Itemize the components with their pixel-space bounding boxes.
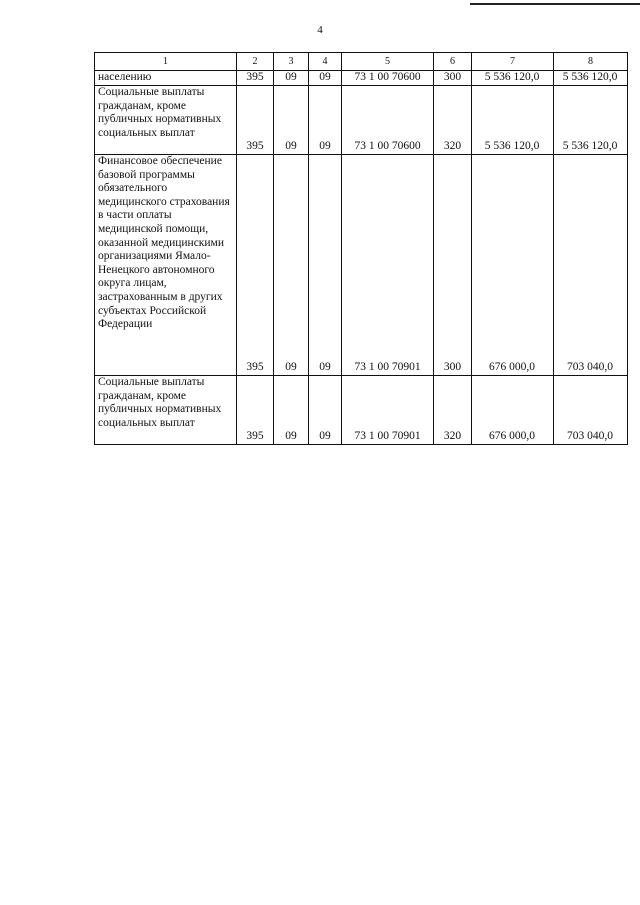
section-cell: 09 [274,155,309,376]
subsection-cell: 09 [309,71,342,86]
header-cell: 1 [95,53,237,71]
row-name-cell: Социальные выплаты гражданам, кроме публичных нормативных социальных выплат [95,376,237,445]
table-row [95,155,628,376]
section-cell: 09 [274,71,309,86]
section-cell: 09 [274,376,309,445]
row-name-cell: Финансовое обеспечение базовой программы обязательного медицинского страхования в части оплаты медицинской помощи, оказанной медицинскими организациями Ямало-Ненецкого автономного округа лицам, застрахованным в других субъектах Российской Федерации [95,155,237,376]
subsection-cell: 09 [309,155,342,376]
amount-cell-col7: 5 536 120,0 [472,86,554,155]
expense-type-cell: 320 [434,86,472,155]
expense-type-cell: 320 [434,376,472,445]
amount-cell-col8: 703 040,0 [554,155,628,376]
header-cell: 7 [472,53,554,71]
page-number: 4 [317,24,323,36]
expense-type-cell: 300 [434,155,472,376]
scan-edge-line [470,3,640,5]
amount-cell-col7: 676 000,0 [472,155,554,376]
header-cell: 8 [554,53,628,71]
ministry-code-cell: 395 [237,155,274,376]
ministry-code-cell: 395 [237,71,274,86]
header-cell: 5 [342,53,434,71]
amount-cell-col7: 5 536 120,0 [472,71,554,86]
header-cell: 4 [309,53,342,71]
row-name-cell: населению [95,71,237,86]
ministry-code-cell: 395 [237,86,274,155]
amount-cell-col8: 5 536 120,0 [554,86,628,155]
table-row [95,71,628,86]
section-cell: 09 [274,86,309,155]
ministry-code-cell: 395 [237,376,274,445]
table-header-row [95,53,628,71]
table-row [95,86,628,155]
table-row [95,376,628,445]
target-article-cell: 73 1 00 70901 [342,376,434,445]
amount-cell-col7: 676 000,0 [472,376,554,445]
budget-table [94,52,628,445]
subsection-cell: 09 [309,86,342,155]
target-article-cell: 73 1 00 70600 [342,71,434,86]
expense-type-cell: 300 [434,71,472,86]
target-article-cell: 73 1 00 70600 [342,86,434,155]
header-cell: 2 [237,53,274,71]
target-article-cell: 73 1 00 70901 [342,155,434,376]
header-cell: 3 [274,53,309,71]
subsection-cell: 09 [309,376,342,445]
header-cell: 6 [434,53,472,71]
amount-cell-col8: 703 040,0 [554,376,628,445]
amount-cell-col8: 5 536 120,0 [554,71,628,86]
row-name-cell: Социальные выплаты гражданам, кроме публичных нормативных социальных выплат [95,86,237,155]
